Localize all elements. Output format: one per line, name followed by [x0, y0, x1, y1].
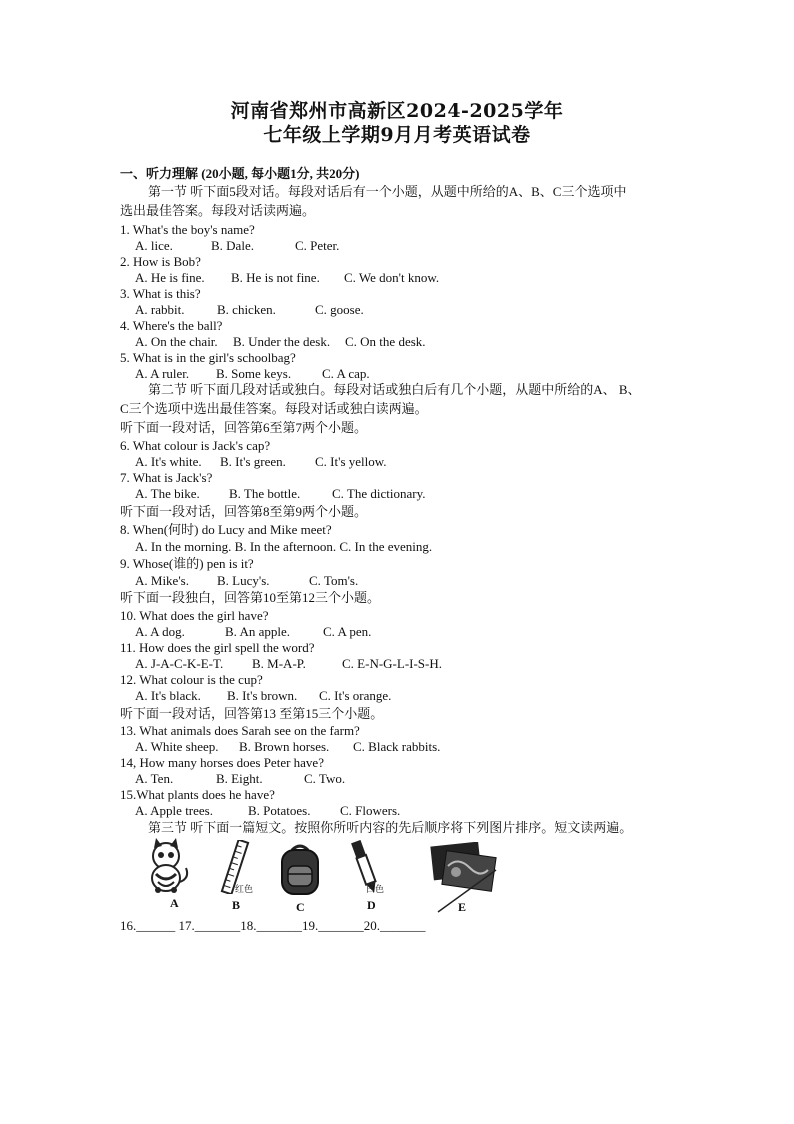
option-b: B. Some keys.	[216, 366, 292, 381]
option-b: B. It's brown.	[227, 688, 298, 703]
part1-instructions-cont: 选出最佳答案。每段对话读两遍。	[120, 203, 316, 218]
option-c: C. The dictionary.	[332, 486, 426, 501]
note-8-9: 听下面一段对话，回答第8至第9两个小题。	[120, 504, 368, 519]
question-9: 9. Whose(谁的) pen is it?	[120, 556, 254, 571]
option-b: B. Brown horses.	[239, 739, 330, 754]
exam-title-line1: 河南省郑州市高新区2024-2025学年	[230, 100, 564, 122]
part2-instructions: 第二节 听下面几段对话或独白。每段对话或独白后有几个小题，从题中所给的A、 B、	[148, 382, 641, 397]
question-12: 12. What colour is the cup?	[120, 672, 263, 687]
options-2	[135, 270, 439, 286]
option-c: C. It's yellow.	[315, 454, 387, 469]
options-10	[135, 624, 371, 640]
options-4	[135, 334, 426, 350]
options-15	[135, 803, 400, 819]
option-b: B. He is not fine.	[231, 270, 320, 285]
options-1	[135, 238, 339, 254]
option-b: B. Dale.	[211, 238, 254, 253]
question-13: 13. What animals does Sarah see on the farm?	[120, 723, 360, 738]
options-5	[135, 366, 370, 382]
picture-note-d: 白色	[366, 885, 385, 895]
option-b: B. M-A-P.	[252, 656, 306, 671]
option-a: A. It's white.	[135, 454, 202, 469]
option-a: A. He is fine.	[135, 270, 205, 285]
option-c: C. Flowers.	[340, 803, 401, 818]
option-c: C. A cap.	[322, 366, 370, 381]
options-13	[135, 739, 440, 755]
note-13-15: 听下面一段对话，回答第13 至第15三个小题。	[120, 706, 384, 721]
picture-label-a: A	[170, 896, 179, 910]
backpack-icon	[276, 842, 324, 902]
question-11: 11. How does the girl spell the word?	[120, 640, 315, 655]
question-2: 2. How is Bob?	[120, 254, 201, 269]
option-b: B. Eight.	[216, 771, 263, 786]
option-b: B. Lucy's.	[217, 573, 270, 588]
option-c: C. Black rabbits.	[353, 739, 441, 754]
question-14: 14, How many horses does Peter have?	[120, 755, 324, 770]
option-c: C. On the desk.	[345, 334, 426, 349]
section-heading: 一、听力理解 (20小题, 每小题1分, 共20分)	[120, 166, 360, 181]
question-10: 10. What does the girl have?	[120, 608, 269, 623]
picture-label-b: B	[232, 898, 241, 912]
option-b: B. It's green.	[220, 454, 286, 469]
options-11	[135, 656, 442, 672]
option-a: A. Ten.	[135, 771, 174, 786]
option-a: A. Mike's.	[135, 573, 189, 588]
question-8: 8. When(何时) do Lucy and Mike meet?	[120, 522, 332, 537]
option-a: A. lice.	[135, 238, 173, 253]
exam-title-line2: 七年级上学期9月月考英语试卷	[263, 124, 531, 146]
option-c: C. We don't know.	[344, 270, 440, 285]
options-14	[135, 771, 345, 787]
option-a: A. On the chair.	[135, 334, 218, 349]
option-c: C. A pen.	[323, 624, 372, 639]
option-c: C. Peter.	[295, 238, 340, 253]
option-c: C. E-N-G-L-I-S-H.	[342, 656, 443, 671]
option-a: A. Apple trees.	[135, 803, 213, 818]
option-b: B. Potatoes.	[248, 803, 311, 818]
option-c: C. Tom's.	[309, 573, 359, 588]
options-3	[135, 302, 364, 318]
part2-instructions-cont: C三个选项中选出最佳答案。每段对话或独白读两遍。	[120, 401, 428, 416]
options-9	[135, 573, 358, 589]
question-6: 6. What colour is Jack's cap?	[120, 438, 271, 453]
note-6-7: 听下面一段对话，回答第6至第7两个小题。	[120, 420, 368, 435]
picture-label-e: E	[458, 900, 467, 914]
option-b: B. Under the desk.	[233, 334, 331, 349]
option-a: A. A ruler.	[135, 366, 190, 381]
question-5: 5. What is in the girl's schoolbag?	[120, 350, 296, 365]
cat-icon	[140, 838, 192, 898]
options-8	[135, 539, 432, 555]
options-7	[135, 486, 426, 502]
option-c: C. Two.	[304, 771, 346, 786]
option-a: A. The bike.	[135, 486, 200, 501]
option-c: C. In the evening.	[339, 539, 433, 554]
question-15: 15.What plants does he have?	[120, 787, 275, 802]
options-12	[135, 688, 391, 704]
question-1: 1. What's the boy's name?	[120, 222, 255, 237]
option-a: A. White sheep.	[135, 739, 219, 754]
option-c: C. goose.	[315, 302, 364, 317]
question-3: 3. What is this?	[120, 286, 201, 301]
question-4: 4. Where's the ball?	[120, 318, 223, 333]
option-b: B. The bottle.	[229, 486, 301, 501]
option-a: A. rabbit.	[135, 302, 185, 317]
question-7: 7. What is Jack's?	[120, 470, 213, 485]
answer-blanks: 16.______ 17._______18._______19._______20._______	[120, 918, 426, 933]
option-b: B. An apple.	[225, 624, 290, 639]
option-b: B. chicken.	[217, 302, 276, 317]
option-a: A. It's black.	[135, 688, 201, 703]
option-b: B. In the afternoon.	[234, 539, 337, 554]
options-6	[135, 454, 387, 470]
picture-note-b: 红色	[235, 885, 254, 895]
picture-label-d: D	[367, 898, 376, 912]
picture-row	[140, 838, 520, 918]
option-a: A. J-A-C-K-E-T.	[135, 656, 224, 671]
option-a: A. In the morning.	[135, 539, 232, 554]
option-c: C. It's orange.	[319, 688, 392, 703]
part1-instructions: 第一节 听下面5段对话。每段对话后有一个小题，从题中所给的A、B、C三个选项中	[148, 184, 627, 199]
part3-instructions: 第三节 听下面一篇短文。按照你所听内容的先后顺序将下列图片排序。短文读两遍。	[148, 820, 633, 835]
note-10-12: 听下面一段独白，回答第10至第12三个小题。	[120, 590, 381, 605]
picture-label-c: C	[296, 900, 305, 914]
option-a: A. A dog.	[135, 624, 185, 639]
